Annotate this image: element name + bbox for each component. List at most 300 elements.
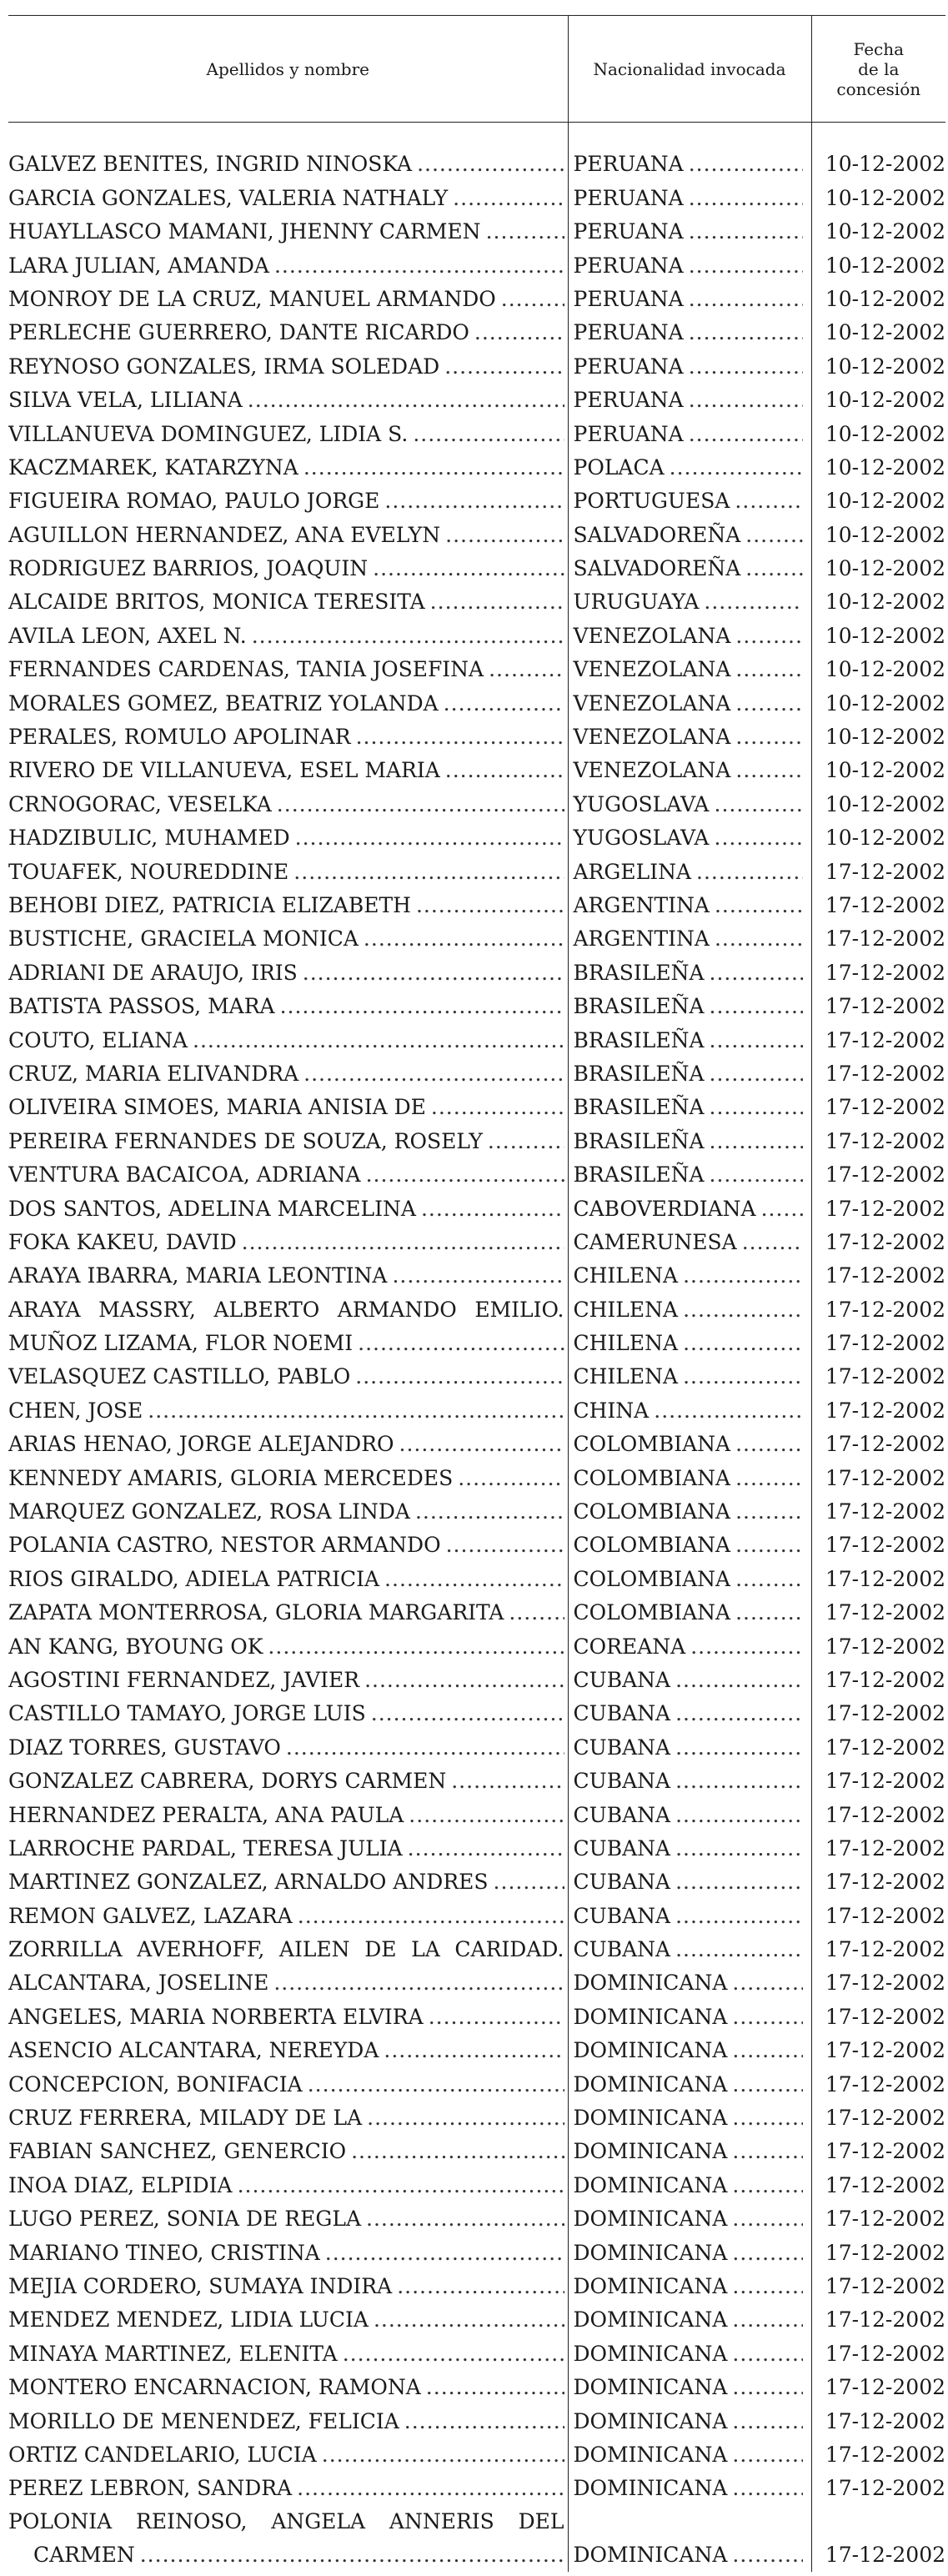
row-nationality — [568, 316, 811, 349]
row-name — [8, 821, 568, 855]
table-row — [8, 1899, 945, 1932]
table-row — [8, 686, 945, 720]
table-row — [8, 2101, 945, 2135]
row-date: 10-12-2002 — [811, 821, 945, 855]
row-nationality — [568, 2034, 811, 2067]
leader-dots — [689, 249, 803, 283]
row-date: 17-12-2002 — [811, 1966, 945, 2000]
leader-dots — [417, 148, 564, 181]
row-nationality-text: DOMINICANA — [573, 2207, 728, 2232]
row-nationality — [568, 2371, 811, 2404]
row-name-text: AVILA LEON, AXEL N. — [8, 623, 247, 648]
row-date: 17-12-2002 — [811, 1765, 945, 1798]
row-date: 10-12-2002 — [811, 181, 945, 214]
leader-dots — [431, 1091, 564, 1124]
row-nationality-text: BRASILEÑA — [573, 960, 705, 985]
leader-dots — [501, 283, 564, 316]
row-name — [8, 1765, 568, 1798]
row-name-text: BUSTICHE, GRACIELA MONICA — [8, 926, 359, 952]
row-date: 17-12-2002 — [811, 1293, 945, 1326]
leader-dots — [690, 1630, 802, 1664]
row-name — [8, 1023, 568, 1057]
leader-dots — [689, 350, 803, 384]
row-name — [8, 1393, 568, 1427]
table-row — [8, 2371, 945, 2404]
row-name — [8, 1461, 568, 1494]
row-name-text: MEJIA CORDERO, SUMAYA INDIRA — [8, 2274, 393, 2298]
row-date: 17-12-2002 — [811, 1461, 945, 1494]
row-nationality-text: BRASILEÑA — [573, 1027, 705, 1052]
row-nationality — [568, 1832, 811, 1865]
leader-dots — [675, 1799, 802, 1832]
row-nationality — [568, 384, 811, 417]
row-name — [8, 2505, 568, 2572]
table-row — [8, 1192, 945, 1225]
row-date: 17-12-2002 — [811, 1495, 945, 1529]
leader-dots — [761, 1193, 803, 1226]
leader-dots — [458, 1462, 564, 1495]
header-nationality: Nacionalidad invocada — [568, 16, 811, 123]
row-name — [8, 754, 568, 787]
row-name — [8, 1730, 568, 1764]
row-nationality-text: CUBANA — [573, 1667, 671, 1692]
row-date: 17-12-2002 — [811, 2404, 945, 2438]
row-name — [8, 2438, 568, 2472]
leader-dots — [732, 2202, 802, 2236]
row-name-text: AGUILLON HERNANDEZ, ANA EVELYN — [8, 522, 441, 547]
leader-dots — [732, 2135, 802, 2168]
row-date: 10-12-2002 — [811, 451, 945, 485]
row-date: 17-12-2002 — [811, 889, 945, 922]
row-name-text: AN KANG, BYOUNG OK — [8, 1634, 263, 1659]
row-nationality-text: ARGENTINA — [573, 926, 710, 952]
row-name-text: TOUAFEK, NOUREDDINE — [8, 859, 289, 884]
leader-dots — [735, 721, 802, 754]
row-name — [8, 1226, 568, 1259]
row-name — [8, 1293, 568, 1326]
leader-dots — [252, 620, 564, 653]
leader-dots — [732, 2303, 802, 2337]
row-nationality-text: BRASILEÑA — [573, 1128, 705, 1153]
row-nationality-text: COREANA — [573, 1634, 686, 1659]
row-nationality-text: COLOMBIANA — [573, 1465, 731, 1490]
row-nationality-text: DOMINICANA — [573, 2543, 728, 2568]
row-name-text: LARROCHE PARDAL, TERESA JULIA — [8, 1835, 403, 1860]
row-nationality — [568, 1966, 811, 2000]
row-name-text: FIGUEIRA ROMAO, PAULO JORGE — [8, 489, 380, 514]
row-name-text: ORTIZ CANDELARIO, LUCIA — [8, 2442, 317, 2467]
row-date: 17-12-2002 — [811, 2034, 945, 2067]
row-name — [8, 653, 568, 686]
table-row — [8, 1664, 945, 1697]
row-nationality — [568, 2505, 811, 2572]
row-name — [8, 2067, 568, 2101]
row-nationality — [568, 922, 811, 956]
row-date: 17-12-2002 — [811, 2303, 945, 2337]
row-date: 10-12-2002 — [811, 417, 945, 450]
row-date: 10-12-2002 — [811, 619, 945, 652]
table-row — [8, 1428, 945, 1461]
table-row — [8, 1832, 945, 1865]
row-nationality — [568, 1765, 811, 1798]
row-name — [8, 181, 568, 214]
leader-dots — [274, 249, 564, 283]
table-row — [8, 1495, 945, 1529]
leader-dots — [732, 2169, 802, 2202]
row-nationality-text: CUBANA — [573, 1735, 671, 1760]
leader-dots — [404, 2405, 564, 2438]
row-nationality — [568, 518, 811, 551]
row-nationality-text: CHILENA — [573, 1263, 679, 1288]
row-date: 17-12-2002 — [811, 2000, 945, 2033]
table-row — [8, 1023, 945, 1057]
row-name — [8, 787, 568, 821]
row-nationality-text: PERUANA — [573, 253, 684, 278]
table-row — [8, 2303, 945, 2337]
row-nationality — [568, 1899, 811, 1932]
leader-dots — [486, 215, 564, 249]
leader-dots — [308, 2068, 564, 2101]
row-name-text: ALCANTARA, JOSELINE — [8, 1971, 269, 1996]
row-name-text: MENDEZ MENDEZ, LIDIA LUCIA — [8, 2307, 369, 2332]
leader-dots — [408, 1832, 564, 1865]
row-nationality-text: VENEZOLANA — [573, 623, 731, 648]
table-row — [8, 2404, 945, 2438]
row-name — [8, 552, 568, 585]
row-nationality-text: DOMINICANA — [573, 2274, 728, 2298]
table-row — [8, 2034, 945, 2067]
row-name-text: CRUZ, MARIA ELIVANDRA — [8, 1061, 299, 1086]
row-nationality-text: PERUANA — [573, 421, 684, 446]
row-nationality-text: POLACA — [573, 454, 665, 480]
row-nationality-text: COLOMBIANA — [573, 1499, 731, 1524]
row-name — [8, 889, 568, 922]
row-name-text: LUGO PEREZ, SONIA DE REGLA — [8, 2207, 361, 2232]
row-date: 17-12-2002 — [811, 1428, 945, 1461]
row-nationality-text: DOMINICANA — [573, 2408, 728, 2433]
leader-dots — [366, 1158, 564, 1192]
leader-dots — [193, 1024, 564, 1057]
row-nationality — [568, 1091, 811, 1124]
row-name-text: MINAYA MARTINEZ, ELENITA — [8, 2341, 338, 2366]
row-nationality-text: DOMINICANA — [573, 2139, 728, 2164]
leader-dots — [356, 721, 564, 754]
table-row — [8, 922, 945, 956]
table-row — [8, 2438, 945, 2472]
leader-dots — [367, 2101, 564, 2135]
row-date: 17-12-2002 — [811, 1192, 945, 1225]
row-name — [8, 2270, 568, 2303]
row-nationality — [568, 1124, 811, 1157]
leader-dots — [675, 1900, 802, 1933]
row-date: 10-12-2002 — [811, 148, 945, 181]
table-row — [8, 485, 945, 518]
leader-dots — [351, 2135, 564, 2168]
table-row — [8, 1461, 945, 1494]
row-nationality-text: VENEZOLANA — [573, 657, 731, 682]
row-nationality-text: YUGOSLAVA — [573, 791, 710, 816]
row-nationality — [568, 1629, 811, 1663]
row-name-text: RIOS GIRALDO, ADIELA PATRICIA — [8, 1566, 380, 1591]
row-nationality-text: DOMINICANA — [573, 2442, 728, 2467]
row-name — [8, 721, 568, 754]
row-name — [8, 2135, 568, 2168]
row-nationality-text: SALVADOREÑA — [573, 522, 741, 547]
row-name-text: POLANIA CASTRO, NESTOR ARMANDO — [8, 1533, 441, 1558]
row-date: 17-12-2002 — [811, 1259, 945, 1293]
row-name-text: RIVERO DE VILLANUEVA, ESEL MARIA — [8, 758, 440, 783]
leader-dots — [268, 1630, 564, 1664]
row-date: 17-12-2002 — [811, 1529, 945, 1562]
header-spacer — [8, 123, 945, 148]
table-header — [8, 16, 945, 123]
table-row — [8, 148, 945, 181]
row-date: 17-12-2002 — [811, 1327, 945, 1360]
table-row — [8, 855, 945, 888]
leader-dots — [322, 2438, 564, 2472]
row-name — [8, 2236, 568, 2269]
row-nationality — [568, 1461, 811, 1494]
table-row — [8, 889, 945, 922]
row-name-text: BATISTA PASSOS, MARA — [8, 994, 275, 1019]
row-date: 17-12-2002 — [811, 2371, 945, 2404]
row-date: 10-12-2002 — [811, 585, 945, 619]
row-nationality-text: PORTUGUESA — [573, 489, 730, 514]
row-nationality-text: BRASILEÑA — [573, 1162, 705, 1188]
row-name-text: GARCIA GONZALES, VALERIA NATHALY — [8, 185, 449, 210]
row-date: 17-12-2002 — [811, 922, 945, 956]
table-row — [8, 956, 945, 989]
leader-dots — [689, 283, 803, 316]
row-name-text: REYNOSO GONZALES, IRMA SOLEDAD — [8, 354, 440, 379]
leader-dots — [358, 1327, 564, 1360]
row-nationality — [568, 754, 811, 787]
row-nationality-text: BRASILEÑA — [573, 994, 705, 1019]
leader-dots — [488, 1125, 564, 1158]
header-date-line3: concesión — [836, 78, 921, 99]
row-date: 17-12-2002 — [811, 1393, 945, 1427]
table-row — [8, 215, 945, 249]
row-date: 10-12-2002 — [811, 485, 945, 518]
row-nationality — [568, 721, 811, 754]
row-name-text: CRUZ FERRERA, MILADY DE LA — [8, 2106, 363, 2131]
row-name-text: PEREIRA FERNANDES DE SOUZA, ROSELY — [8, 1128, 483, 1153]
row-name — [8, 1865, 568, 1899]
row-date: 17-12-2002 — [811, 1023, 945, 1057]
table-row — [8, 1562, 945, 1595]
row-nationality — [568, 1428, 811, 1461]
row-name — [8, 417, 568, 450]
row-nationality — [568, 1393, 811, 1427]
leader-dots — [397, 2270, 564, 2303]
table-row — [8, 2067, 945, 2101]
row-name-text: HADZIBULIC, MUHAMED — [8, 826, 290, 851]
leader-dots — [710, 1024, 803, 1057]
row-name — [8, 2000, 568, 2033]
document-page — [8, 15, 945, 2572]
leader-dots — [732, 2001, 802, 2034]
table-row — [8, 2168, 945, 2202]
leader-dots — [474, 316, 564, 349]
row-nationality-text: COLOMBIANA — [573, 1600, 731, 1625]
row-nationality — [568, 451, 811, 485]
row-nationality — [568, 283, 811, 316]
row-date: 10-12-2002 — [811, 249, 945, 282]
table-row — [8, 316, 945, 349]
row-nationality — [568, 249, 811, 282]
leader-dots — [675, 1765, 802, 1798]
leader-dots — [384, 485, 564, 518]
row-nationality-text: DOMINICANA — [573, 2038, 728, 2063]
row-name — [8, 215, 568, 249]
row-name-text: ARIAS HENAO, JORGE ALEJANDRO — [8, 1432, 394, 1457]
row-name — [8, 1832, 568, 1865]
row-nationality-text: COLOMBIANA — [573, 1533, 731, 1558]
leader-dots — [494, 1865, 564, 1899]
leader-dots — [453, 182, 564, 215]
row-nationality-text: CHILENA — [573, 1297, 679, 1322]
row-nationality — [568, 2000, 811, 2033]
row-nationality-text: CHILENA — [573, 1331, 679, 1356]
leader-dots — [413, 418, 564, 451]
leader-dots — [732, 2538, 802, 2572]
row-date: 17-12-2002 — [811, 1933, 945, 1966]
row-name — [8, 1664, 568, 1697]
leader-dots — [675, 1933, 802, 1966]
leader-dots — [371, 1697, 564, 1730]
row-name-text: ASENCIO ALCANTARA, NEREYDA — [8, 2038, 379, 2063]
row-date: 10-12-2002 — [811, 215, 945, 249]
leader-dots — [689, 148, 803, 181]
leader-dots — [140, 2538, 564, 2572]
row-nationality-text: BRASILEÑA — [573, 1095, 705, 1120]
row-name-text: VELASQUEZ CASTILLO, PABLO — [8, 1364, 351, 1389]
row-name-text: ZORRILLA AVERHOFF, AILEN DE LA CARIDAD. — [8, 1937, 564, 1962]
row-date: 17-12-2002 — [811, 1899, 945, 1932]
row-date: 17-12-2002 — [811, 1562, 945, 1595]
row-date: 17-12-2002 — [811, 1596, 945, 1629]
row-name-text: INOA DIAZ, ELPIDIA — [8, 2172, 233, 2197]
row-date: 17-12-2002 — [811, 1865, 945, 1899]
row-name-text: PERLECHE GUERRERO, DANTE RICARDO — [8, 320, 469, 345]
row-name — [8, 990, 568, 1023]
row-nationality — [568, 1865, 811, 1899]
leader-dots — [732, 2438, 802, 2472]
row-name-text: MORALES GOMEZ, BEATRIZ YOLANDA — [8, 690, 439, 716]
table-row — [8, 1124, 945, 1157]
row-name-text: VENTURA BACAICOA, ADRIANA — [8, 1162, 361, 1188]
table-row — [8, 990, 945, 1023]
table-row — [8, 1966, 945, 2000]
row-nationality — [568, 2135, 811, 2168]
leader-dots — [421, 1193, 564, 1226]
leader-dots — [384, 1563, 564, 1596]
row-nationality-text: CUBANA — [573, 1870, 671, 1895]
row-name — [8, 1091, 568, 1124]
row-nationality-text: CHILENA — [573, 1364, 679, 1389]
leader-dots — [286, 1731, 564, 1765]
row-name — [8, 2202, 568, 2236]
row-nationality-text: PERUANA — [573, 354, 684, 379]
table-row — [8, 1327, 945, 1360]
row-name — [8, 2168, 568, 2202]
concession-table — [8, 15, 945, 2572]
row-name-text: FABIAN SANCHEZ, GENERCIO — [8, 2139, 347, 2164]
row-date: 17-12-2002 — [811, 956, 945, 989]
row-date: 17-12-2002 — [811, 2438, 945, 2472]
row-date: 17-12-2002 — [811, 1697, 945, 1730]
table-row — [8, 1765, 945, 1798]
row-nationality-text: PERUANA — [573, 388, 684, 413]
row-name — [8, 148, 568, 181]
leader-dots — [675, 1731, 802, 1765]
row-nationality — [568, 821, 811, 855]
leader-dots — [732, 1966, 802, 2000]
row-name-text: ARAYA MASSRY, ALBERTO ARMANDO EMILIO. — [8, 1297, 564, 1322]
row-nationality-text: CUBANA — [573, 1903, 671, 1928]
leader-dots — [303, 451, 564, 485]
row-name-text: KACZMAREK, KATARZYNA — [8, 454, 298, 480]
leader-dots — [446, 1529, 564, 1562]
row-name — [8, 1899, 568, 1932]
leader-dots — [683, 1360, 802, 1393]
row-name — [8, 283, 568, 316]
leader-dots — [732, 2237, 802, 2270]
table-row — [8, 518, 945, 551]
row-nationality — [568, 1798, 811, 1831]
row-date: 17-12-2002 — [811, 1832, 945, 1865]
row-nationality-text: PERUANA — [573, 185, 684, 210]
row-nationality — [568, 1730, 811, 1764]
row-nationality — [568, 889, 811, 922]
table-row — [8, 2000, 945, 2033]
row-date: 10-12-2002 — [811, 653, 945, 686]
row-nationality-text: CUBANA — [573, 1835, 671, 1860]
row-nationality-text: DOMINICANA — [573, 2240, 728, 2265]
row-date: 10-12-2002 — [811, 686, 945, 720]
table-row — [8, 1226, 945, 1259]
leader-dots — [735, 1428, 802, 1461]
leader-dots — [343, 2337, 564, 2371]
header-date-line1: Fecha — [853, 38, 905, 59]
leader-dots — [373, 552, 564, 585]
row-name — [8, 249, 568, 282]
row-name — [8, 1529, 568, 1562]
row-name-text: ADRIANI DE ARAUJO, IRIS — [8, 960, 298, 985]
leader-dots — [392, 1259, 564, 1293]
row-name — [8, 1798, 568, 1831]
row-nationality-text: DOMINICANA — [573, 2172, 728, 2197]
leader-dots — [742, 1226, 803, 1259]
row-nationality — [568, 2168, 811, 2202]
row-name-text: LARA JULIAN, AMANDA — [8, 253, 269, 278]
leader-dots — [745, 552, 802, 585]
row-name — [8, 1259, 568, 1293]
row-name-text: MONTERO ENCARNACION, RAMONA — [8, 2375, 421, 2400]
leader-dots — [710, 990, 803, 1023]
row-date: 17-12-2002 — [811, 1057, 945, 1091]
row-nationality — [568, 855, 811, 888]
table-row — [8, 2135, 945, 2168]
leader-dots — [293, 856, 564, 889]
row-date: 17-12-2002 — [811, 2202, 945, 2236]
row-nationality-text: DOMINICANA — [573, 2307, 728, 2332]
row-name-text: BEHOBI DIEZ, PATRICIA ELIZABETH — [8, 892, 411, 917]
row-nationality-text: VENEZOLANA — [573, 690, 731, 716]
row-name-text: MONROY DE LA CRUZ, MANUEL ARMANDO — [8, 286, 496, 311]
row-nationality — [568, 1023, 811, 1057]
leader-dots — [675, 1697, 802, 1730]
